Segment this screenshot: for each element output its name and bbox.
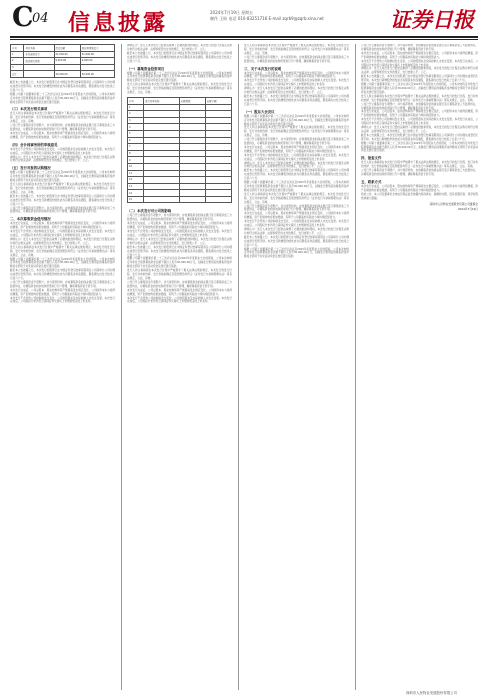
table-cell: 12 [128, 177, 144, 184]
table-cell [144, 111, 180, 118]
signature: 深圳市人民物业发展股份有限公司董事会 [429, 201, 478, 206]
table-cell: 8 [128, 150, 144, 157]
paragraph: 截至本公告披露之日，本次发行的股票已在中国证券登记结算有限责任公司深圳分公司办理完成登记托管手续。本次发行新增股份的性质为有限售条件流通股，限售期为自发行结束之日起六个月。 [127, 51, 232, 63]
table-cell: 获配股数 [179, 97, 205, 104]
column-divider [238, 44, 239, 690]
section-heading: 五、联系方式 [361, 180, 382, 184]
table-row [11, 64, 115, 71]
table-row [11, 58, 115, 65]
column-divider [121, 44, 122, 690]
table-cell: 合计 [11, 71, 24, 78]
paragraph: 发行人和主承销商在本次发行过程中严格遵守了相关法律法规的规定，本次发行的发行过程、发行对象的选择、发行价格的确定及股份配售均符合《证券发行与承销管理办法》等有关规定，合法、有效。 [10, 245, 115, 257]
table-cell: 5 [128, 130, 144, 137]
paragraph: 本次发行完成后，公司总股本、股东结构和资产规模将发生相应变化，公司的资本实力将得到增强，资产负债结构将更加稳健，有利于公司提高抗风险能力和持续经营能力。 [10, 288, 115, 296]
paragraph: 律师认为：发行人本次发行已经依法取得了必要的批准和授权，本次发行的发行过程及认购对象符合相关法律、法规和规范性文件的规定，发行结果公平、公正。 [244, 161, 349, 169]
table-cell [179, 150, 205, 157]
section-heading: （四）会计师事务所的审核意见 [10, 142, 58, 147]
table-cell: 6 [128, 137, 144, 144]
paragraph: 截至本公告披露之日，本次发行的股票已在中国证券登记结算有限责任公司深圳分公司办理完成登记托管手续。本次发行新增股份的性质为有限售条件流通股，限售期为自发行结束之日起六个月。 [244, 94, 349, 106]
table-cell [205, 163, 231, 170]
contact-line: 制作 王盼 电话 010-83251716 E-mail zqrb9@zqrb.sina.net [210, 16, 324, 21]
table-cell: 10 [128, 163, 144, 170]
table-cell: 发行对象名称 [144, 97, 180, 104]
table-row [128, 150, 232, 157]
table-cell [179, 137, 205, 144]
table-cell: 序号 [11, 45, 24, 52]
table-cell: 7 [128, 144, 144, 151]
table-cell: 3 [128, 117, 144, 124]
section-heading: （一）募集资金投资项目 [127, 66, 165, 71]
paragraph: 特此公告。本公司及董事会全体成员保证信息披露内容的真实、准确和完整，没有虚假记载、误导性陈述或重大遗漏。 [361, 192, 478, 200]
paragraph: 本次发行不会导致公司控制权发生变化，公司控股股东及实际控制人未发生变更。本次发行完成后，公司股权分布仍符合深圳证券交易所上市规则规定的上市条件。 [244, 220, 349, 228]
paragraph: 律师认为：发行人本次发行已经依法取得了必要的批准和授权，本次发行的发行过程及认购对象符合相关法律、法规和规范性文件的规定，发行结果公平、公正。 [10, 155, 115, 163]
table-cell [144, 150, 180, 157]
table-row [128, 130, 232, 137]
table-cell: 9,000.00 [54, 58, 80, 65]
table-row [128, 117, 232, 124]
table-cell [205, 124, 231, 131]
column-divider [355, 44, 356, 690]
paragraph: 本次发行不会导致公司控制权发生变化，公司控股股东及实际控制人未发生变更。本次发行完成后，公司股权分布仍符合深圳证券交易所上市规则规定的上市条件。 [10, 230, 115, 238]
section-name: 信息披露 [68, 10, 169, 36]
paragraph: 公司已开立募集资金专项账户，并与保荐机构、存放募集资金的商业银行签订募集资金三方监管协议，对募集资金的存放和使用进行专户管理，确保募集资金专款专用。 [244, 204, 349, 212]
table-cell: 21,000.00 [80, 51, 114, 58]
table-cell: 项目名称 [24, 45, 54, 52]
paragraph: 公司已开立募集资金专项账户，并与保荐机构、存放募集资金的商业银行签订募集资金三方监管协议，对募集资金的存放和使用进行专户管理，确保募集资金专款专用。 [244, 55, 349, 63]
paragraph: 本次发行完成后，公司总股本、股东结构和资产规模将发生相应变化，公司的资本实力将得到增强，资产负债结构将更加稳健，有利于公司提高抗风险能力和持续经营能力。 [127, 288, 232, 296]
table-cell [179, 157, 205, 164]
table-cell: 30,000.00 [54, 71, 80, 78]
paragraph: 本次发行不会导致公司控制权发生变化，公司控股股东及实际控制人未发生变更。本次发行完成后，公司股权分布仍符合深圳证券交易所上市规则规定的上市条件。 [10, 296, 115, 304]
paragraph: 公司已开立募集资金专项账户，并与保荐机构、存放募集资金的商业银行签订募集资金三方监管协议，对募集资金的存放和使用进行专户管理，确保募集资金专款专用。 [361, 169, 478, 177]
table-cell [205, 196, 231, 203]
table-row [128, 163, 232, 170]
table-cell [205, 150, 231, 157]
table-cell [205, 170, 231, 177]
paragraph: 本次发行完成后，公司总股本、股东结构和资产规模将发生相应变化，公司的资本实力将得到增强，资产负债结构将更加稳健，有利于公司提高抗风险能力和持续经营能力。 [361, 51, 478, 59]
footer-company: 深圳市人民物业发展股份有限公司 [406, 691, 457, 695]
paragraph: 截至本公告披露之日，本次发行的股票已在中国证券登记结算有限责任公司深圳分公司办理完成登记托管手续。本次发行新增股份的性质为有限售条件流通股，限售期为自发行结束之日起六个月。 [10, 269, 115, 281]
paragraph: 本次发行不会导致公司控制权发生变化，公司控股股东及实际控制人未发生变更。本次发行完成后，公司股权分布仍符合深圳证券交易所上市规则规定的上市条件。 [127, 296, 232, 304]
table-cell [144, 104, 180, 111]
table-cell: 1 [11, 51, 24, 58]
table-cell [179, 111, 205, 118]
table-cell: 补充流动资金 [24, 51, 54, 58]
table-cell [144, 124, 180, 131]
table-cell [179, 190, 205, 197]
table-cell [144, 130, 180, 137]
table-header-row [128, 97, 232, 104]
section-heading: 二、本次募集资金使用情况 [10, 217, 51, 222]
paragraph: 公司已开立募集资金专项账户，并与保荐机构、存放募集资金的商业银行签订募集资金三方监管协议，对募集资金的存放和使用进行专户管理，确保募集资金专款专用。 [10, 124, 115, 132]
section-heading: （五）发行对象的认购情况 [10, 166, 51, 171]
table-cell: 序号 [128, 97, 144, 104]
table-cell [179, 117, 205, 124]
table-row [128, 144, 232, 151]
table-cell: 3 [11, 64, 24, 71]
paragraph: 公司已开立募集资金专项账户，并与保荐机构、存放募集资金的商业银行签订募集资金三方监管协议，对募集资金的存放和使用进行专户管理，确保募集资金专款专用。 [361, 44, 478, 51]
paragraph: 公司已开立募集资金专项账户，并与保荐机构、存放募集资金的商业银行签订募集资金三方监管协议，对募集资金的存放和使用进行专户管理，确保募集资金专款专用。 [10, 206, 115, 214]
table-cell [205, 190, 231, 197]
signature-date: 2024年7月19日 [457, 206, 478, 211]
paragraph: 公司已开立募集资金专项账户，并与保荐机构、存放募集资金的商业银行签订募集资金三方监管协议，对募集资金的存放和使用进行专户管理，确保募集资金专款专用。 [10, 280, 115, 288]
table-cell [179, 124, 205, 131]
table-cell: 9 [128, 157, 144, 164]
column-3 [244, 44, 349, 690]
table-cell [144, 144, 180, 151]
section-heading: （一）股东大会决议 [244, 109, 275, 114]
section-heading: （三）本次发行相关事项 [10, 107, 48, 112]
table-cell: 1 [128, 104, 144, 111]
table-cell [205, 157, 231, 164]
table-row [128, 183, 232, 190]
masthead [0, 0, 484, 44]
table-row [128, 196, 232, 203]
table-cell: 30,000.00 [80, 71, 114, 78]
table-cell [144, 157, 180, 164]
paragraph: 根据公司第十届董事会第二十三次会议决议及2023年年度股东大会的授权，公司本次向特定对象发行股票募集资金总额不超过人民币30,000.00万元，扣除发行费用后的募集资金净额将全部用于补充流动资金及偿还银行借款。 [10, 171, 115, 183]
paragraph: 根据公司第十届董事会第二十三次会议决议及2023年年度股东大会的授权，公司本次向特定对象发行股票募集资金总额不超过人民币30,000.00万元，扣除发行费用后的募集资金净额将全部用于补充流动资金及偿还银行借款。 [361, 141, 478, 153]
paragraph: 公司已开立募集资金专项账户，并与保荐机构、存放募集资金的商业银行签订募集资金三方监管协议，对募集资金的存放和使用进行专户管理，确保募集资金专款专用。 [127, 280, 232, 288]
table-cell [205, 104, 231, 111]
paragraph: 根据公司第十届董事会第二十三次会议决议及2023年年度股东大会的授权，公司本次向特定对象发行股票募集资金总额不超过人民币30,000.00万元，扣除发行费用后的募集资金净额将全部用于补充流动资金及偿还银行借款。 [127, 257, 232, 269]
paragraph: 公司已开立募集资金专项账户，并与保荐机构、存放募集资金的商业银行签订募集资金三方监管协议，对募集资金的存放和使用进行专户管理，确保募集资金专款专用。 [244, 138, 349, 146]
paragraph: 发行人和主承销商在本次发行过程中严格遵守了相关法律法规的规定，本次发行的发行过程、发行对象的选择、发行价格的确定及股份配售均符合《证券发行与承销管理办法》等有关规定，合法、有效。 [244, 44, 349, 55]
allotment-table [127, 97, 232, 204]
paragraph: 本次发行不会导致公司控制权发生变化，公司控股股东及实际控制人未发生变更。本次发行完成后，公司股权分布仍符合深圳证券交易所上市规则规定的上市条件。 [361, 59, 478, 67]
paragraph: 根据公司第十届董事会第二十三次会议决议及2023年年度股东大会的授权，公司本次向特定对象发行股票募集资金总额不超过人民币30,000.00万元，扣除发行费用后的募集资金净额将全部用于补充流动资金及偿还银行借款。 [10, 92, 115, 104]
table-cell [205, 117, 231, 124]
paragraph: 公司已开立募集资金专项账户，并与保荐机构、存放募集资金的商业银行签订募集资金三方监管协议，对募集资金的存放和使用进行专户管理，确保募集资金专款专用。 [361, 102, 478, 110]
table-row [128, 104, 232, 111]
table-cell [80, 64, 114, 71]
paragraph: 本次发行不会导致公司控制权发生变化，公司控股股东及实际控制人未发生变更。本次发行完成后，公司股权分布仍符合深圳证券交易所上市规则规定的上市条件。 [127, 230, 232, 237]
table-cell: 9,000.00 [80, 58, 114, 65]
table-cell: 2 [128, 111, 144, 118]
table-cell [179, 130, 205, 137]
table-cell: 拟使用募集资金 [80, 45, 114, 52]
paragraph: 发行人和主承销商在本次发行过程中严格遵守了相关法律法规的规定，本次发行的发行过程、发行对象的选择、发行价格的确定及股份配售均符合《证券发行与承销管理办法》等有关规定，合法、有效。 [361, 94, 478, 102]
table-cell: 13 [128, 183, 144, 190]
paragraph: 本次发行不会导致公司控制权发生变化，公司控股股东及实际控制人未发生变更。本次发行完成后，公司股权分布仍符合深圳证券交易所上市规则规定的上市条件。 [244, 79, 349, 87]
header-rule [10, 36, 478, 38]
section-heading: 四、备查文件 [361, 156, 382, 161]
table-cell [144, 196, 180, 203]
section-heading: （二）本次发行对公司的影响 [127, 209, 172, 214]
table-cell [144, 190, 180, 197]
paragraph: 发行人和主承销商在本次发行过程中严格遵守了相关法律法规的规定，本次发行的发行过程、发行对象的选择、发行价格的确定及股份配售均符合《证券发行与承销管理办法》等有关规定，合法、有效。 [244, 192, 349, 204]
paragraph: 根据公司第十届董事会第二十三次会议决议及2023年年度股东大会的授权，公司本次向特定对象发行股票募集资金总额不超过人民币30,000.00万元，扣除发行费用后的募集资金净额将全部用于补充流动资金及偿还银行借款。 [10, 257, 115, 269]
table-cell [144, 183, 180, 190]
paragraph: 根据公司第十届董事会第二十三次会议决议及2023年年度股东大会的授权，公司本次向特定对象发行股票募集资金总额不超过人民币30,000.00万元，扣除发行费用后的募集资金净额将全部用于补充流动资金及偿还银行借款。 [244, 181, 349, 192]
table-cell [144, 163, 180, 170]
paragraph: 律师认为：发行人本次发行已经依法取得了必要的批准和授权，本次发行的发行过程及认购对象符合相关法律、法规和规范性文件的规定，发行结果公平、公正。 [127, 44, 232, 51]
table-cell [179, 183, 205, 190]
table-cell [144, 170, 180, 177]
table-header-row [11, 45, 115, 52]
paragraph: 本次发行不会导致公司控制权发生变化，公司控股股东及实际控制人未发生变更。本次发行完成后，公司股权分布仍符合深圳证券交易所上市规则规定的上市条件。 [361, 118, 478, 126]
newspaper-logo: 证券日报 [390, 7, 474, 32]
section-number: 04 [32, 11, 49, 26]
table-row [11, 51, 115, 58]
table-cell [179, 163, 205, 170]
table-cell [144, 137, 180, 144]
table-cell: 偿还银行借款 [24, 58, 54, 65]
column-1 [10, 44, 115, 690]
table-cell: 4 [128, 124, 144, 131]
paragraph: 截至本公告披露之日，本次发行的股票已在中国证券登记结算有限责任公司深圳分公司办理完成登记托管手续。本次发行新增股份的性质为有限售条件流通股，限售期为自发行结束之日起六个月。 [244, 169, 349, 181]
paragraph: 本次发行完成后，公司总股本、股东结构和资产规模将发生相应变化，公司的资本实力将得到增强，资产负债结构将更加稳健，有利于公司提高抗风险能力和持续经营能力。 [244, 145, 349, 153]
table-cell [144, 117, 180, 124]
paragraph: 本次发行完成后，公司总股本、股东结构和资产规模将发生相应变化，公司的资本实力将得到增强，资产负债结构将更加稳健，有利于公司提高抗风险能力和持续经营能力。 [361, 110, 478, 118]
paragraph: 根据公司第十届董事会第二十三次会议决议及2023年年度股东大会的授权，公司本次向特定对象发行股票募集资金总额不超过人民币30,000.00万元，扣除发行费用后的募集资金净额将全部用于补充流动资金及偿还银行借款。 [244, 114, 349, 126]
section-heading: 三、关于本次发行的说明 [244, 66, 282, 71]
paragraph: 本次发行完成后，公司总股本、股东结构和资产规模将发生相应变化，公司的资本实力将得到增强，资产负债结构将更加稳健，有利于公司提高抗风险能力和持续经营能力。 [244, 212, 349, 220]
table-row [128, 137, 232, 144]
paragraph: 律师认为：发行人本次发行已经依法取得了必要的批准和授权，本次发行的发行过程及认购对象符合相关法律、法规和规范性文件的规定，发行结果公平、公正。 [361, 67, 478, 75]
table-cell [24, 71, 54, 78]
table-cell [54, 64, 80, 71]
paragraph: 发行人和主承销商在本次发行过程中严格遵守了相关法律法规的规定，本次发行的发行过程、发行对象的选择、发行价格的确定及股份配售均符合《证券发行与承销管理办法》等有关规定，合法、有效。 [10, 112, 115, 124]
paragraph: 本次发行完成后，公司总股本、股东结构和资产规模将发生相应变化，公司的资本实力将得到增强，资产负债结构将更加稳健，有利于公司提高抗风险能力和持续经营能力。 [10, 222, 115, 230]
table-cell [24, 64, 54, 71]
table-row [128, 190, 232, 197]
paragraph: 截至本公告披露之日，本次发行的股票已在中国证券登记结算有限责任公司深圳分公司办理完成登记托管手续。本次发行新增股份的性质为有限售条件流通股，限售期为自发行结束之日起六个月。 [127, 245, 232, 257]
paragraph: 律师认为：发行人本次发行已经依法取得了必要的批准和授权，本次发行的发行过程及认购对象符合相关法律、法规和规范性文件的规定，发行结果公平、公正。 [244, 227, 349, 235]
table-cell: 21,000.00 [54, 51, 80, 58]
table-cell [205, 130, 231, 137]
table-cell: 11 [128, 170, 144, 177]
column-2 [127, 44, 232, 690]
paragraph: 截至本公告披露之日，本次发行的股票已在中国证券登记结算有限责任公司深圳分公司办理完成登记托管手续。本次发行新增股份的性质为有限售条件流通股，限售期为自发行结束之日起六个月。 [10, 194, 115, 206]
paragraph: 律师认为：发行人本次发行已经依法取得了必要的批准和授权，本次发行的发行过程及认购对象符合相关法律、法规和规范性文件的规定，发行结果公平、公正。 [361, 126, 478, 133]
paragraph: 根据公司第十届董事会第二十三次会议决议及2023年年度股东大会的授权，公司本次向特定对象发行股票募集资金总额不超过人民币30,000.00万元，扣除发行费用后的募集资金净额将全部用于补充流动资金及偿还银行借款。 [244, 247, 349, 259]
paragraph: 本次发行不会导致公司控制权发生变化，公司控股股东及实际控制人未发生变更。本次发行完成后，公司股权分布仍符合深圳证券交易所上市规则规定的上市条件。 [10, 147, 115, 155]
table-cell: 14 [128, 190, 144, 197]
paragraph: 截至本公告披露之日，本次发行的股票已在中国证券登记结算有限责任公司深圳分公司办理完成登记托管手续。本次发行新增股份的性质为有限售条件流通股，限售期为自发行结束之日起六个月。 [361, 133, 478, 141]
table-cell [179, 177, 205, 184]
table-cell [179, 196, 205, 203]
table-row [128, 177, 232, 184]
table-cell: 15 [128, 196, 144, 203]
paragraph: 本次发行完成后，公司总股本、股东结构和资产规模将发生相应变化，公司的资本实力将得到增强，资产负债结构将更加稳健，有利于公司提高抗风险能力和持续经营能力。 [244, 71, 349, 79]
table-cell [179, 170, 205, 177]
table-cell [179, 104, 205, 111]
paragraph: 根据公司第十届董事会第二十三次会议决议及2023年年度股东大会的授权，公司本次向特定对象发行股票募集资金总额不超过人民币30,000.00万元，扣除发行费用后的募集资金净额将全部用于补充流动资金及偿还银行借款。 [361, 83, 478, 94]
table-cell [205, 183, 231, 190]
paragraph: 根据公司第十届董事会第二十三次会议决议及2023年年度股东大会的授权，公司本次向特定对象发行股票募集资金总额不超过人民币30,000.00万元，扣除发行费用后的募集资金净额将全部用于补充流动资金及偿还银行借款。 [127, 71, 232, 83]
table-cell [205, 111, 231, 118]
paragraph: 发行人和主承销商在本次发行过程中严格遵守了相关法律法规的规定，本次发行的发行过程、发行对象的选择、发行价格的确定及股份配售均符合《证券发行与承销管理办法》等有关规定，合法、有效。 [10, 183, 115, 194]
paragraph: 发行人和主承销商在本次发行过程中严格遵守了相关法律法规的规定，本次发行的发行过程、发行对象的选择、发行价格的确定及股份配售均符合《证券发行与承销管理办法》等有关规定，合法、有效。 [244, 126, 349, 138]
table-cell: 投资总额 [54, 45, 80, 52]
table-row [128, 111, 232, 118]
paragraph: 截至本公告披露之日，本次发行的股票已在中国证券登记结算有限责任公司深圳分公司办理完成登记托管手续。本次发行新增股份的性质为有限售条件流通股，限售期为自发行结束之日起六个月。 [244, 235, 349, 247]
paragraph: 律师认为：发行人本次发行已经依法取得了必要的批准和授权，本次发行的发行过程及认购对象符合相关法律、法规和规范性文件的规定，发行结果公平、公正。 [10, 237, 115, 245]
paragraph: 截至本公告披露之日，本次发行的股票已在中国证券登记结算有限责任公司深圳分公司办理完成登记托管手续。本次发行新增股份的性质为有限售条件流通股，限售期为自发行结束之日起六个月。 [10, 80, 115, 92]
header-rule-thin [10, 39, 478, 40]
table-cell: 获配金额 [205, 97, 231, 104]
table-row [11, 71, 115, 78]
column-4 [361, 44, 478, 690]
table-cell [205, 177, 231, 184]
table-cell [179, 144, 205, 151]
section-letter: C [12, 2, 34, 33]
table-cell [205, 137, 231, 144]
table-cell [205, 144, 231, 151]
table-row [128, 170, 232, 177]
fund-use-table [10, 44, 115, 78]
paragraph: 本次发行不会导致公司控制权发生变化，公司控股股东及实际控制人未发生变更。本次发行完成后，公司股权分布仍符合深圳证券交易所上市规则规定的上市条件。 [244, 153, 349, 161]
table-cell: 2 [11, 58, 24, 65]
paragraph: 发行人和主承销商在本次发行过程中严格遵守了相关法律法规的规定，本次发行的发行过程、发行对象的选择、发行价格的确定及股份配售均符合《证券发行与承销管理办法》等有关规定，合法、有效。 [127, 83, 232, 95]
date-line: 2024年7月19日 星期五 [210, 10, 254, 15]
paragraph: 公司已开立募集资金专项账户，并与保荐机构、存放募集资金的商业银行签订募集资金三方监管协议，对募集资金的存放和使用进行专户管理，确保募集资金专款专用。 [127, 214, 232, 222]
table-row [128, 157, 232, 164]
paragraph: 本次发行完成后，公司总股本、股东结构和资产规模将发生相应变化，公司的资本实力将得到增强，资产负债结构将更加稳健，有利于公司提高抗风险能力和持续经营能力。 [10, 131, 115, 139]
paragraph: 发行人和主承销商在本次发行过程中严格遵守了相关法律法规的规定，本次发行的发行过程、发行对象的选择、发行价格的确定及股份配售均符合《证券发行与承销管理办法》等有关规定，合法、有效。 [361, 161, 478, 169]
paragraph: 截至本公告披露之日，本次发行的股票已在中国证券登记结算有限责任公司深圳分公司办理完成登记托管手续。本次发行新增股份的性质为有限售条件流通股，限售期为自发行结束之日起六个月。 [361, 75, 478, 83]
paragraph: 律师认为：发行人本次发行已经依法取得了必要的批准和授权，本次发行的发行过程及认购对象符合相关法律、法规和规范性文件的规定，发行结果公平、公正。 [127, 237, 232, 245]
paragraph: 本次发行完成后，公司总股本、股东结构和资产规模将发生相应变化，公司的资本实力将得到增强，资产负债结构将更加稳健，有利于公司提高抗风险能力和持续经营能力。 [361, 185, 478, 192]
table-cell [144, 177, 180, 184]
table-row [128, 124, 232, 131]
paragraph: 律师认为：发行人本次发行已经依法取得了必要的批准和授权，本次发行的发行过程及认购对象符合相关法律、法规和规范性文件的规定，发行结果公平、公正。 [244, 87, 349, 95]
paragraph: 本次发行完成后，公司总股本、股东结构和资产规模将发生相应变化，公司的资本实力将得到增强，资产负债结构将更加稳健，有利于公司提高抗风险能力和持续经营能力。 [127, 222, 232, 230]
paragraph: 发行人和主承销商在本次发行过程中严格遵守了相关法律法规的规定，本次发行的发行过程、发行对象的选择、发行价格的确定及股份配售均符合《证券发行与承销管理办法》等有关规定，合法、有效。 [127, 269, 232, 280]
